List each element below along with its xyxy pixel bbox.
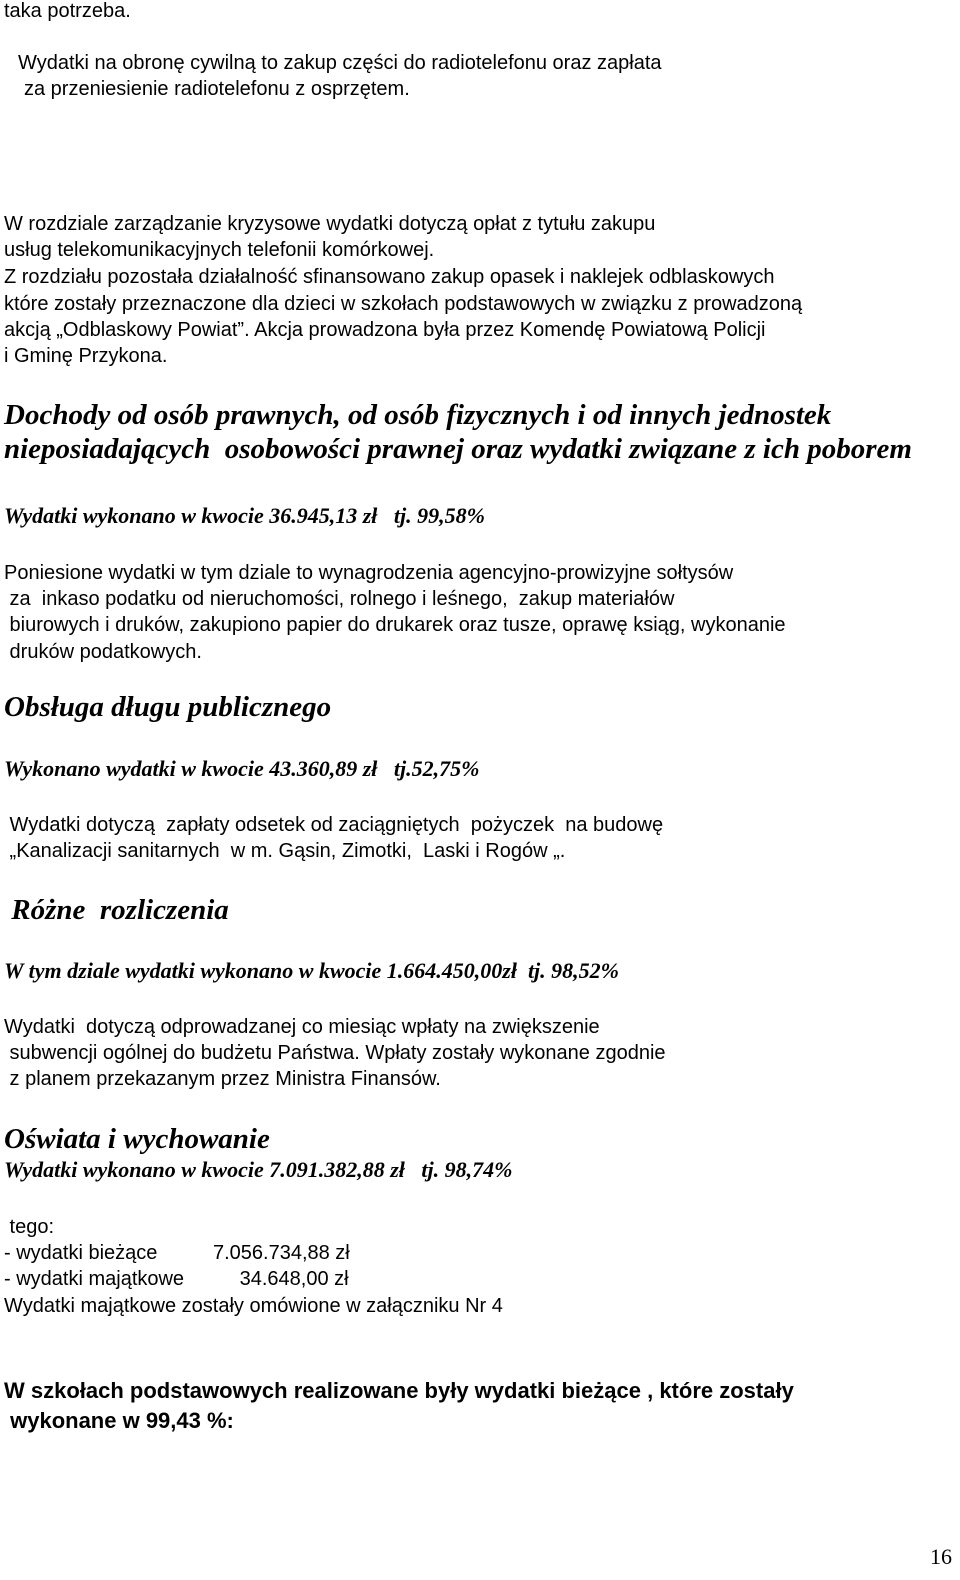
- text-line: - wydatki bieżące 7.056.734,88 zł: [4, 1242, 350, 1264]
- text-line: - wydatki majątkowe 34.648,00 zł: [4, 1268, 349, 1290]
- text-line: z planem przekazanym przez Ministra Finansów.: [4, 1068, 441, 1090]
- text-line: druków podatkowych.: [4, 641, 202, 663]
- text-line: Poniesione wydatki w tym dziale to wynagrodzenia agencyjno-prowizyjne sołtysów: [4, 562, 734, 584]
- bold-line: W szkołach podstawowych realizowane były wydatki bieżące , które zostały: [4, 1378, 794, 1403]
- text-line: za przeniesienie radiotelefonu z osprzętem.: [24, 78, 410, 100]
- summary-line: Wydatki wykonano w kwocie 7.091.382,88 zł tj. 98,74%: [4, 1157, 513, 1182]
- text-line: Wydatki dotyczą zapłaty odsetek od zaciągniętych pożyczek na budowę: [4, 814, 664, 836]
- section-heading: Dochody od osób prawnych, od osób fizycznych i od innych jednostek: [4, 399, 832, 431]
- section-heading: Oświata i wychowanie: [4, 1123, 270, 1155]
- section-heading: Obsługa długu publicznego: [4, 691, 332, 723]
- section-heading: Różne rozliczenia: [4, 894, 229, 926]
- text-line: biurowych i druków, zakupiono papier do drukarek oraz tusze, oprawę ksiąg, wykonanie: [4, 614, 786, 636]
- text-line: subwencji ogólnej do budżetu Państwa. Wpłaty zostały wykonane zgodnie: [4, 1042, 666, 1064]
- text-line: za inkaso podatku od nieruchomości, rolnego i leśnego, zakup materiałów: [4, 588, 675, 610]
- section-heading: nieposiadających osobowości prawnej oraz wydatki związane z ich poborem: [4, 433, 912, 465]
- text-line: Wydatki majątkowe zostały omówione w załączniku Nr 4: [4, 1295, 503, 1317]
- text-line: taka potrzeba.: [4, 0, 131, 22]
- text-line: Wydatki na obronę cywilną to zakup części do radiotelefonu oraz zapłata: [18, 52, 662, 74]
- summary-line: Wydatki wykonano w kwocie 36.945,13 zł tj. 99,58%: [4, 503, 485, 528]
- text-line: które zostały przeznaczone dla dzieci w szkołach podstawowych w związku z prowadzoną: [4, 293, 803, 315]
- text-line: W rozdziale zarządzanie kryzysowe wydatki dotyczą opłat z tytułu zakupu: [4, 213, 656, 235]
- summary-line: Wykonano wydatki w kwocie 43.360,89 zł tj.52,75%: [4, 756, 480, 781]
- text-line: Z rozdziału pozostała działalność sfinansowano zakup opasek i naklejek odblaskowych: [4, 266, 775, 288]
- text-line: „Kanalizacji sanitarnych w m. Gąsin, Zimotki, Laski i Rogów „.: [4, 840, 566, 862]
- bold-line: wykonane w 99,43 %:: [4, 1408, 234, 1433]
- text-line: i Gminę Przykona.: [4, 345, 168, 367]
- summary-line: W tym dziale wydatki wykonano w kwocie 1.664.450,00zł tj. 98,52%: [4, 958, 619, 983]
- text-line: tego:: [4, 1216, 55, 1238]
- page-number: 16: [930, 1544, 952, 1569]
- text-line: usług telekomunikacyjnych telefonii komórkowej.: [4, 239, 435, 261]
- text-line: Wydatki dotyczą odprowadzanej co miesiąc wpłaty na zwiększenie: [4, 1016, 600, 1038]
- text-line: akcją „Odblaskowy Powiat”. Akcja prowadzona była przez Komendę Powiatową Policji: [4, 319, 766, 341]
